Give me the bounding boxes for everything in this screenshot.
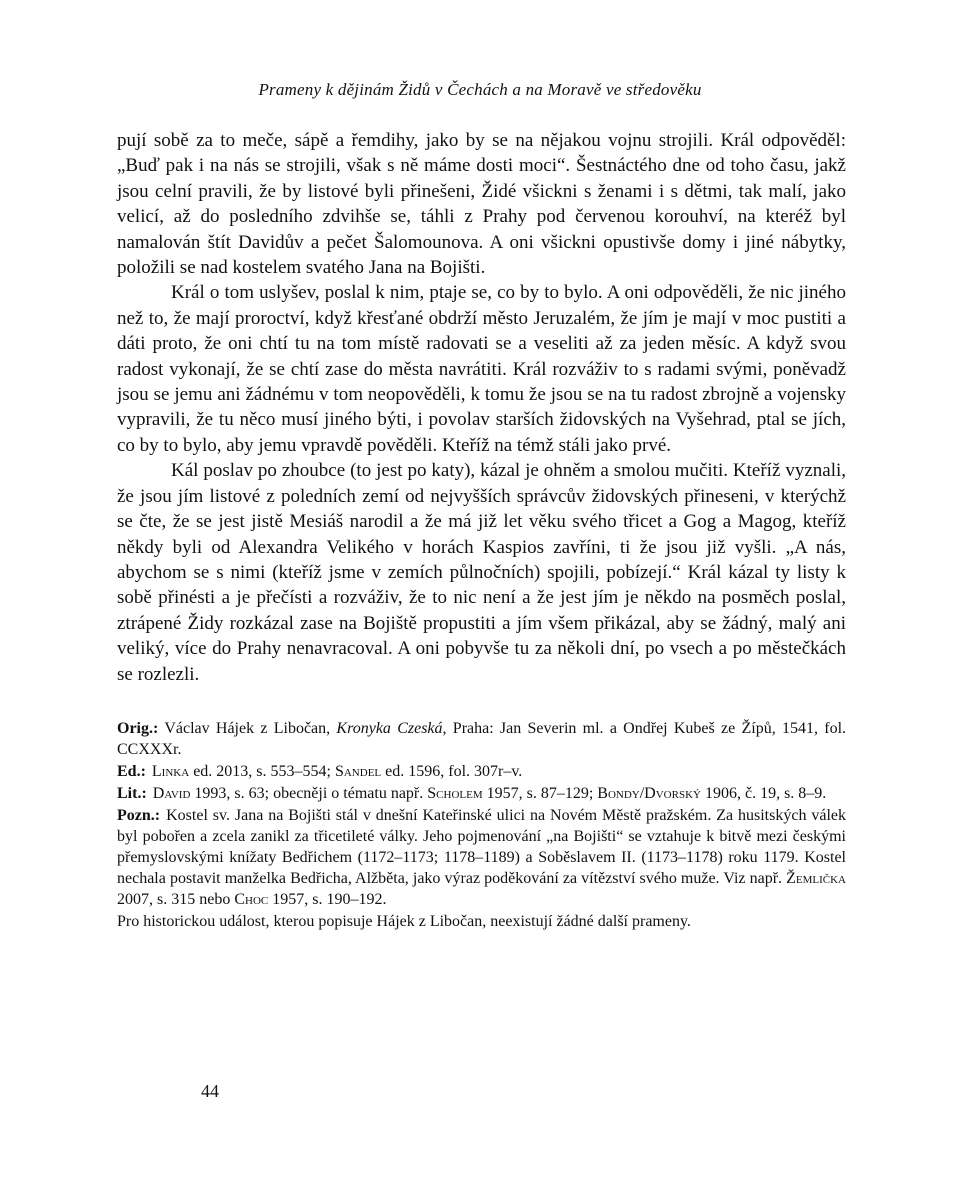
note-orig — [117, 718, 846, 760]
note-lit-text-3: 1906, č. 19, s. 8–9. — [700, 785, 827, 802]
note-lit-text: 1993, s. 63; obecněji o tématu např. — [190, 785, 428, 802]
note-pozn-text-3: 1957, s. 190–192. — [268, 891, 387, 908]
paragraph-3: Kál poslav po zhoubce (to jest po katy), kázal je ohněm a smolou mučiti. Kteříž vyznali, že jsou jím listové z poledních zemí od nejvyšších správcův židovských přineseni, v kterýchž se čte, že se jest jistě Mesiáš narodil a že má již let věku svého třicet a Gog a Magog, kteříž někdy byli od Alexandra Velikého v horách Kaspios zavříni, ti že jsou již vyšli. „A nás, abychom se s nimi (kteříž jsme v zemích půlnočních) spojili, pobízejí.“ Král kázal ty listy k sobě přinésti a je přečísti a rozváživ, že to nic není a že jest jím je někdo na posměch poslal, ztrápené Židy rozkázal zase na Bojiště propustiti a jím všem přikázal, aby se žádný, malý ani veliký, více do Prahy nenavracoval. A oni pobyvše tu za několi dní, po vsech a po městečkách se rozlezli. — [117, 460, 846, 685]
note-pozn-label: Pozn.: — [117, 807, 161, 824]
note-lit — [117, 783, 846, 804]
note-lit-text-2: 1957, s. 87–129; — [482, 785, 598, 802]
author-name: Scholem — [427, 785, 483, 802]
author-name: Bondy/Dvorský — [597, 785, 701, 802]
note-orig-title: Kronyka Czeská — [336, 720, 443, 737]
author-name: Linka — [151, 763, 190, 780]
note-pozn — [117, 805, 846, 910]
note-orig-text-2: , Praha: Jan Severin ml. a Ondřej Kubeš ze Žípů, 1541, fol. CCXXXr. — [117, 720, 847, 758]
author-name: Žemlička — [786, 870, 846, 887]
note-pozn-text: Kostel sv. Jana na Bojišti stál v dnešní Kateřinské ulici na Novém Městě pražském. Za husitských válek byl pobořen a zcela zanikl za třicetileté války. Jeho pojmenování „na Bojišti“ se vztahuje k bitvě mezi českými přemyslovskými knížaty Bedřichem (1172–1173; 1178–1189) a Soběslavem II. (1173–1178) roku 1179. Kostel nechala postavit manželka Bedřicha, Alžběta, jako výraz poděkování za vítězství svého muže. Viz např. — [117, 807, 846, 887]
note-ed-label: Ed.: — [117, 763, 146, 780]
note-orig-text: Václav Hájek z Libočan, — [164, 720, 337, 737]
note-pozn-text-2: 2007, s. 315 nebo — [117, 891, 235, 908]
apparatus-notes — [117, 718, 846, 933]
main-text — [117, 128, 846, 687]
note-ed-text-2: ed. 1596, fol. 307r–v. — [381, 763, 523, 780]
running-title: Prameny k dějinám Židů v Čechách a na Moravě ve středověku — [258, 80, 702, 99]
paragraph-1: pují sobě za to meče, sápě a řemdihy, jako by se na nějakou vojnu strojili. Král odpověděl: „Buď pak i na nás se strojili, však s ně máme dosti moci“. Šestnáctého dne od toho času, jakž jsou celní pravili, že by listové byli přinešeni, Židé všickni s ženami i s dětmi, tak malí, jako velicí, až do posledního zdvihše se, táhli z Prahy pod červenou korouhví, na kteréž byl namalován štít Davidův a pečet Šalomounova. A oni všickni opustivše domy i jiné nábytky, položili se nad kostelem svatého Jana na Bojišti. — [117, 130, 846, 279]
author-name: Choc — [234, 891, 269, 908]
author-name: Sandel — [334, 763, 382, 780]
note-ed-text: ed. 2013, s. 553–554; — [189, 763, 335, 780]
page-number: 44 — [201, 1081, 219, 1101]
note-ed — [117, 761, 846, 782]
author-name: David — [152, 785, 191, 802]
note-final: Pro historickou událost, kterou popisuje Hájek z Libočan, neexistují žádné další prameny. — [117, 913, 691, 930]
note-orig-label: Orig.: — [117, 720, 159, 737]
paragraph-2: Král o tom uslyšev, poslal k nim, ptaje se, co by to bylo. A oni odpověděli, že nic jiného než to, že mají proroctví, když křesťané obdrží město Jeruzalém, že jím je mají v moc pustiti a dáti proto, že oni chtí tu na tom místě radovati se a veseliti až za jeden měsíc. A když svou radost vykonají, že se chtí zase do města navrátiti. Král rozváživ to s radami svými, poněvadž jsou se jemu ani žádnému v tom neopověděli, k tomu že jsou se na tu radost zbrojně a vojensky vypravili, že tu něco musí jiného býti, i povolav starších židovských na Vyšehrad, ptal se jích, co by to bylo, aby jemu vpravdě pověděli. Kteříž na témž stáli jako prvé. — [117, 282, 846, 456]
note-lit-label: Lit.: — [117, 785, 147, 802]
